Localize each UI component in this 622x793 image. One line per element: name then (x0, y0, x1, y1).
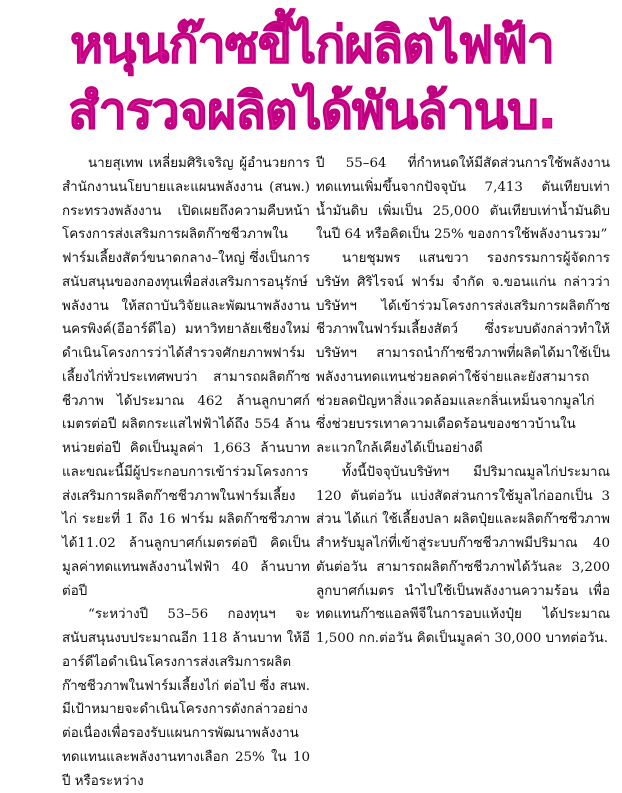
article-paragraph: ปี 55–64 ที่กำหนดให้มีสัดส่วนการใช้พลังงานทดแทนเพิ่มขึ้นจากปัจจุบัน 7,413 ตันเทียบเท่าน้ำมันดิบ เพิ่มเป็น 25,000 ตันเทียบเท่าน้ำมันดิบ ในปี 64 หรือคิดเป็น 25% ของการใช้พลังงานรวม” (316, 156, 610, 243)
article-paragraph: “ระหว่างปี 53–56 กองทุนฯ จะสนับสนุนงบประมาณอีก 118 ล้านบาท ให้อีอาร์ดีไอดำเนินโครงการส่งเสริมการผลิตก๊าซชีวภาพในฟาร์มเลี้ยงไก่ ต่อไป ซึ่ง สนพ. มีเป้าหมายจะดำเนินโครงการดังกล่าวอย่างต่อเนื่องเพื่อรองรับแผนการพัฒนาพลังงานทดแทนและพลังงานทางเลือก 25% ใน 10 ปี หรือระหว่าง (62, 607, 310, 789)
headline (12, 12, 612, 144)
article-paragraph: นายสุเทพ เหลี่ยมศิริเจริญ ผู้อำนวยการสำนักงานนโยบายและแผนพลังงาน (สนพ.) กระทรวงพลังงาน เปิดเผยถึงความคืบหน้าโครงการส่งเสริมการผลิตก๊าซชีวภาพในฟาร์มเลี้ยงสัตว์ขนาดกลาง–ใหญ่ ซึ่งเป็นการสนับสนุนของกองทุนเพื่อส่งเสริมการอนุรักษ์พลังงาน ให้สถาบันวิจัยและพัฒนาพลังงานนครพิงค์(อีอาร์ดีไอ) มหาวิทยาลัยเชียงใหม่ดำเนินโครงการว่าได้สำรวจศักยภาพฟาร์มเลี้ยงไก่ทั่วประเทศพบว่า สามารถผลิตก๊าซชีวภาพ ได้ประมาณ 462 ล้านลูกบาศก์เมตรต่อปี ผลิตกระแสไฟฟ้าได้ถึง 554 ล้านหน่วยต่อปี คิดเป็นมูลค่า 1,663 ล้านบาท และขณะนี้มีผู้ประกอบการเข้าร่วมโครงการส่งเสริมการผลิตก๊าซชีวภาพในฟาร์มเลี้ยงไก่ ระยะที่ 1 ถึง 16 ฟาร์ม ผลิตก๊าซชีวภาพได้11.02 ล้านลูกบาศก์เมตรต่อปี คิดเป็นมูลค่าทดแทนพลังงานไฟฟ้า 40 ล้านบาทต่อปี (62, 156, 310, 599)
article-right-column (316, 152, 610, 651)
headline-line-2: สำรวจผลิตได้พันล้านบ. (68, 82, 556, 140)
article-left-column (62, 152, 310, 793)
article-paragraph: ทั้งนี้ปัจจุบันบริษัทฯ มีปริมาณมูลไก่ประมาณ 120 ตันต่อวัน แบ่งสัดส่วนการใช้มูลไก่ออกเป็น 3 ส่วน ได้แก่ ใช้เลี้ยงปลา ผลิตปุ๋ยและผลิตก๊าซชีวภาพ สำหรับมูลไก่ที่เข้าสู่ระบบก๊าซชีวภาพมีปริมาณ 40 ตันต่อวัน สามารถผลิตก๊าซชีวภาพได้วันละ 3,200 ลูกบาศก์เมตร นำไปใช้เป็นพลังงานความร้อน เพื่อทดแทนก๊าซแอลพีจีในการอบแห้งปุ๋ย ได้ประมาณ 1,500 กก.ต่อวัน คิดเป็นมูลค่า 30,000 บาทต่อวัน. (316, 464, 610, 646)
headline-line-1: หนุนก๊าซขี้ไก่ผลิตไฟฟ้า (70, 16, 554, 74)
article-paragraph: นายชุมพร แสนขวา รองกรรมการผู้จัดการ บริษัท ศิริไรจน์ ฟาร์ม จำกัด จ.ขอนแก่น กล่าวว่า บริษัทฯ ได้เข้าร่วมโครงการส่งเสริมการผลิตก๊าซชีวภาพในฟาร์มเลี้ยงสัตว์ ซึ่งระบบดังกล่าวทำให้บริษัทฯ สามารถนำก๊าซชีวภาพที่ผลิตได้มาใช้เป็นพลังงานทดแทนช่วยลดค่าใช้จ่ายและยังสามารถช่วยลดปัญหาสิ่งแวดล้อมและกลิ่นเหม็นจากมูลไก่ซึ่งช่วยบรรเทาความเดือดร้อนของชาวบ้านในละแวกใกล้เคียงได้เป็นอย่างดี (316, 251, 610, 456)
